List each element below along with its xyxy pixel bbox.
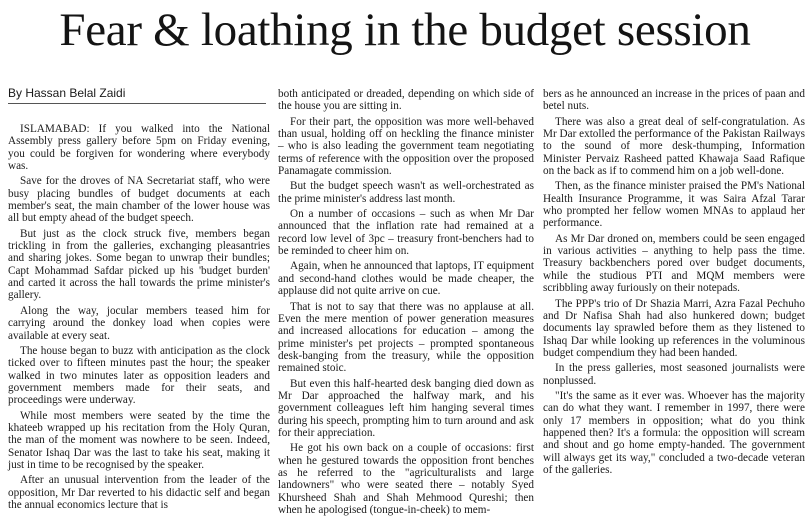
paragraph: While most members were seated by the time the khateeb wrapped up his recitation from the Holy Quran, the man of the moment was nowhere to be seen. Indeed, Senator Ishaq Dar was the last to take his seat, making it just in time to be recognised by the speaker. — [8, 409, 270, 471]
paragraph: "It's the same as it ever was. Whoever has the majority can do what they want. I remember in 1997, there were only 17 members in opposition; what do you think happened then? It's a formula: the opposition will scream and shout and go home empty-handed. The government will always get its way," concluded a two-decade veteran of the galleries. — [543, 389, 805, 476]
paragraph: In the press galleries, most seasoned journalists were nonplussed. — [543, 362, 805, 387]
paragraph: Again, when he announced that laptops, IT equipment and second-hand clothes would be made cheaper, the applause did not quite arrive on cue. — [278, 260, 534, 298]
paragraph: As Mr Dar droned on, members could be seen engaged in various activities – anything to help pass the time. Treasury backbenchers pored over budget documents, while the studious PTI and MQM members were scribbling away furiously on their notepads. — [543, 232, 805, 295]
byline-divider — [8, 103, 266, 104]
paragraph: But even this half-hearted desk banging died down as Mr Dar approached the halfway mark, and his government colleagues left him hanging several times during his speech, prompting him to turn around and ask for their appreciation. — [278, 377, 534, 439]
byline: By Hassan Belal Zaidi — [8, 86, 126, 100]
paragraph: Save for the droves of NA Secretariat staff, who were busy placing bundles of budget documents at each member's seat, the main chamber of the lower house was all but empty ahead of the budget speech. — [8, 175, 270, 225]
paragraph: The house began to buzz with anticipation as the clock ticked over to fifteen minutes past the hour; the speaker walked in two minutes later as opposition leaders and government members made for their seats, and proceedings were underway. — [8, 344, 270, 407]
paragraph: both anticipated or dreaded, depending on which side of the house you are sitting in. — [278, 88, 534, 113]
headline: Fear & loathing in the budget session — [59, 4, 751, 56]
paragraph: The PPP's trio of Dr Shazia Marri, Azra Fazal Pechuho and Dr Nafisa Shah had also hunkered down; budget documents lay sprawled before them as they listened to Ishaq Dar while looking up references in the voluminous budget compendium they had been handed. — [543, 297, 805, 359]
paragraph: There was also a great deal of self-congratulation. As Mr Dar extolled the performance of the Pakistan Railways to the sound of more desk-thumping, Information Minister Pervaiz Rasheed patted Khawaja Saad Rafique on the back as if to commend him on a job well-done. — [543, 115, 805, 178]
paragraph: But just as the clock struck five, members began trickling in from the galleries, exchanging pleasantries and sharing jokes. Some began to unwrap their bundles; Capt Mohammad Safdar picked up his 'budget burden' and carted it across the hall towards the prime minister's gallery. — [8, 227, 270, 302]
paragraph: On a number of occasions – such as when Mr Dar announced that the inflation rate had remained at a record low level of 3pc – treasury front-benchers had to be reminded to cheer him on. — [278, 208, 534, 258]
paragraph: For their part, the opposition was more well-behaved than usual, holding off on heckling the finance minister – who is also leading the government team negotiating terms of reference with the opposition over the proposed Panamagate commission. — [278, 115, 534, 178]
paragraph: After an unusual intervention from the leader of the opposition, Mr Dar reverted to his didactic self and began the annual economics lecture that is — [8, 474, 270, 511]
paragraph: That is not to say that there was no applause at all. Even the mere mention of power generation measures and increased allocations for education – among the prime minister's pet projects – prompted spontaneous desk-banging from the treasury, while the opposition remained stoic. — [278, 300, 534, 375]
article-column-2 — [278, 88, 534, 519]
paragraph: He got his own back on a couple of occasions: first when he gestured towards the opposition front benches as he referred to the "agriculturalists and large landowners" who were seated there – notably Syed Khursheed Shah and Shah Mehmood Qureshi; then when he apologised (tongue-in-cheek) to mem- — [278, 442, 534, 516]
paragraph: But the budget speech wasn't as well-orchestrated as the prime minister's address last month. — [278, 180, 534, 205]
paragraph: bers as he announced an increase in the prices of paan and betel nuts. — [543, 88, 805, 113]
paragraph: ISLAMABAD: If you walked into the National Assembly press gallery before 5pm on Friday evening, you could be forgiven for wondering where everybody was. — [8, 123, 270, 173]
article-column-1 — [8, 123, 270, 514]
paragraph: Then, as the finance minister praised the PM's National Health Insurance Programme, it was Saira Afzal Tarar who prompted her fellow women MNAs to applaud her performance. — [543, 180, 805, 230]
article-column-3 — [543, 88, 805, 479]
paragraph: Along the way, jocular members teased him for carrying around the donkey load when copies were available at every seat. — [8, 304, 270, 342]
